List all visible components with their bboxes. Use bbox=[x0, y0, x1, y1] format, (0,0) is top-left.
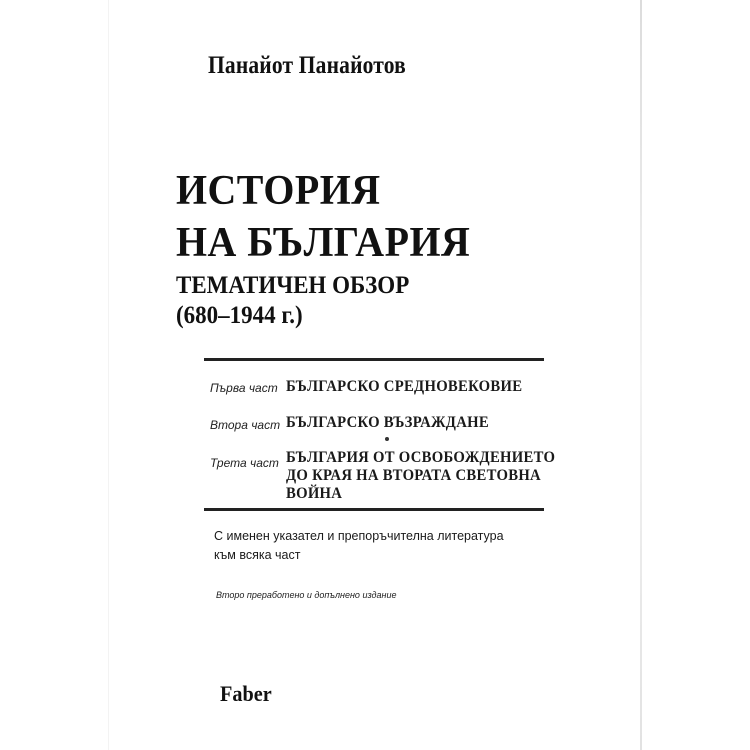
part-3-title-line-2: ДО КРАЯ НА ВТОРАТА СВЕТОВНА bbox=[286, 467, 541, 484]
top-rule bbox=[204, 358, 544, 361]
book-subtitle: ТЕМАТИЧЕН ОБЗОР bbox=[176, 272, 410, 299]
book-title-line-2: НА БЪЛГАРИЯ bbox=[176, 220, 471, 266]
index-note-line-2: към всяка част bbox=[214, 548, 301, 562]
part-2-label: Втора част bbox=[210, 418, 281, 432]
edition-note: Второ преработено и допълнено издание bbox=[216, 590, 397, 600]
part-1-label: Първа част bbox=[210, 381, 278, 395]
part-3-label: Трета част bbox=[210, 456, 279, 470]
part-2-title-line: БЪЛГАРСКО ВЪЗРАЖДАНЕ bbox=[286, 414, 489, 431]
scan-edge-shadow bbox=[640, 0, 642, 750]
scan-speck bbox=[385, 437, 389, 441]
author-name: Панайот Панайотов bbox=[208, 52, 406, 79]
index-note-line-1: С именен указател и препоръчителна литература bbox=[214, 529, 504, 543]
scan-edge-left bbox=[108, 0, 109, 750]
part-3-title-line-3: ВОЙНА bbox=[286, 485, 343, 502]
bottom-rule bbox=[204, 508, 544, 511]
book-title-line-1: ИСТОРИЯ bbox=[176, 168, 381, 214]
publisher-name: Faber bbox=[220, 681, 272, 706]
part-3-title bbox=[286, 449, 555, 503]
part-1-title bbox=[286, 378, 522, 396]
book-years: (680–1944 г.) bbox=[176, 302, 303, 329]
part-3-title-line-1: БЪЛГАРИЯ ОТ ОСВОБОЖДЕНИЕТО bbox=[286, 449, 556, 466]
part-1-title-line: БЪЛГАРСКО СРЕДНОВЕКОВИЕ bbox=[286, 378, 523, 395]
part-2-title bbox=[286, 414, 489, 432]
